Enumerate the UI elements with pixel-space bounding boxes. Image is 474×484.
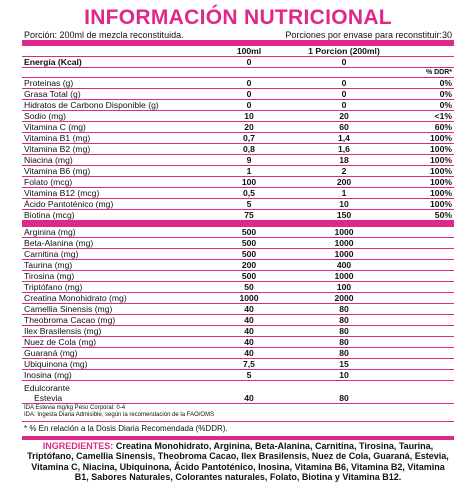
notes: [22, 404, 454, 422]
ingredients-label: INGREDIENTES:: [42, 441, 114, 451]
value-ddr: 100%: [394, 144, 454, 155]
servings-text: Porciones por envase para reconstituir:30: [285, 30, 452, 40]
table-row: [22, 78, 454, 89]
value-100ml: 0: [204, 78, 294, 89]
ddr-header-row: [22, 68, 454, 78]
nutrient-name: Folato (mcg): [22, 177, 204, 188]
value-portion: 1: [294, 188, 394, 199]
table-row: [22, 199, 454, 210]
table-row: [22, 348, 454, 359]
value-100ml: 5: [204, 370, 294, 381]
value-ddr: [394, 359, 454, 370]
nutrient-name: Vitamina B1 (mg): [22, 133, 204, 144]
value-100ml: 10: [204, 111, 294, 122]
value-ddr: 100%: [394, 177, 454, 188]
value-ddr: [394, 315, 454, 326]
table-row: [22, 238, 454, 249]
header-blank-2: [394, 46, 454, 57]
nutrient-name: Vitamina B2 (mg): [22, 144, 204, 155]
table-row: [22, 155, 454, 166]
table-row: [22, 249, 454, 260]
footnote: * % En relación a la Dosis Diaria Recomendada (%DDR).: [24, 424, 228, 433]
value-ddr: 60%: [394, 122, 454, 133]
nutrient-name: Grasa Total (g): [22, 89, 204, 100]
value-ddr: [394, 293, 454, 304]
value-portion: 18: [294, 155, 394, 166]
value-portion: 80: [294, 337, 394, 348]
value-ddr: [394, 337, 454, 348]
column-header-row: [22, 46, 454, 57]
value-ddr: [394, 271, 454, 282]
value-ddr: [394, 57, 454, 68]
table-row: [22, 370, 454, 381]
nutrient-name: Vitamina C (mg): [22, 122, 204, 133]
value-ddr: [394, 282, 454, 293]
value-portion: 80: [294, 315, 394, 326]
value-portion: 2: [294, 166, 394, 177]
value-portion: 80: [294, 348, 394, 359]
value-100ml: 500: [204, 227, 294, 238]
table-row: [22, 260, 454, 271]
value-ddr: [394, 238, 454, 249]
value-100ml: 9: [204, 155, 294, 166]
nutrient-name: Creatina Monohidrato (mg): [22, 293, 204, 304]
nutrition-table: [22, 46, 454, 404]
header-portion: 1 Porcion (200ml): [294, 46, 394, 57]
nutrient-name: Beta-Alanina (mg): [22, 238, 204, 249]
sweetener-label: Edulcorante: [24, 383, 70, 393]
nutrient-name: Carnitina (mg): [22, 249, 204, 260]
table-row: [22, 188, 454, 199]
value-ddr: 50%: [394, 210, 454, 221]
nutrient-name: Proteinas (g): [22, 78, 204, 89]
nutrient-name: Ilex Brasilensis (mg): [22, 326, 204, 337]
table-row: [22, 89, 454, 100]
table-row: [22, 337, 454, 348]
value-portion: 0: [294, 78, 394, 89]
value-portion: 1,4: [294, 133, 394, 144]
value-100ml: 200: [204, 260, 294, 271]
value-portion: 1000: [294, 227, 394, 238]
value-portion: 0: [294, 89, 394, 100]
value-100ml: 40: [204, 381, 294, 404]
nutrient-name: Hidratos de Carbono Disponible (g): [22, 100, 204, 111]
value-100ml: 40: [204, 304, 294, 315]
value-100ml: 0: [204, 57, 294, 68]
nutrient-name: Energía (Kcal): [22, 57, 204, 68]
value-ddr: [394, 381, 454, 404]
value-100ml: 1000: [204, 293, 294, 304]
value-100ml: 500: [204, 238, 294, 249]
nutrient-name: Taurina (mg): [22, 260, 204, 271]
value-ddr: 0%: [394, 89, 454, 100]
value-portion: 1000: [294, 249, 394, 260]
value-portion: 60: [294, 122, 394, 133]
value-portion: 10: [294, 370, 394, 381]
sweetener-sub-label: Estevia: [34, 393, 63, 403]
value-portion: 2000: [294, 293, 394, 304]
nutrient-name: Tirosina (mg): [22, 271, 204, 282]
value-ddr: [394, 348, 454, 359]
table-row: [22, 227, 454, 238]
nutrient-name: Ácido Pantoténico (mg): [22, 199, 204, 210]
value-100ml: 40: [204, 315, 294, 326]
ingredients-block: [22, 440, 454, 484]
value-portion: 1000: [294, 271, 394, 282]
value-100ml: 7,5: [204, 359, 294, 370]
nutrient-name: Niacina (mg): [22, 155, 204, 166]
nutrient-name: Arginina (mg): [22, 227, 204, 238]
nutrient-name: Nuez de Cola (mg): [22, 337, 204, 348]
value-portion: 80: [294, 381, 394, 404]
value-100ml: 40: [204, 348, 294, 359]
value-100ml: 500: [204, 271, 294, 282]
value-ddr: [394, 260, 454, 271]
value-portion: 80: [294, 326, 394, 337]
portion-text: Porción: 200ml de mezcla reconstituida.: [24, 30, 184, 40]
value-portion: 15: [294, 359, 394, 370]
nutrient-name: Ubiquinona (mg): [22, 359, 204, 370]
value-ddr: [394, 249, 454, 260]
value-100ml: 20: [204, 122, 294, 133]
value-ddr: 0%: [394, 100, 454, 111]
value-100ml: 50: [204, 282, 294, 293]
ida-note: IDA Estevia mg/kg Peso Corporal: 0-4: [24, 405, 126, 411]
value-portion: 100: [294, 282, 394, 293]
value-ddr: 100%: [394, 199, 454, 210]
table-row: [22, 359, 454, 370]
value-100ml: 100: [204, 177, 294, 188]
value-ddr: 100%: [394, 166, 454, 177]
value-100ml: 0,7: [204, 133, 294, 144]
value-100ml: 0: [204, 100, 294, 111]
table-row: [22, 57, 454, 68]
label-title: INFORMACIÓN NUTRICIONAL: [84, 6, 392, 29]
table-row: [22, 282, 454, 293]
value-portion: 20: [294, 111, 394, 122]
value-ddr: 100%: [394, 188, 454, 199]
value-portion: 10: [294, 199, 394, 210]
value-ddr: 0%: [394, 78, 454, 89]
serving-info: [22, 30, 454, 40]
sweetener-row: [22, 381, 454, 404]
value-portion: 400: [294, 260, 394, 271]
table-row: [22, 111, 454, 122]
header-100ml: 100ml: [204, 46, 294, 57]
value-100ml: 0: [204, 89, 294, 100]
value-ddr: [394, 304, 454, 315]
value-100ml: 75: [204, 210, 294, 221]
nutrient-name: Vitamina B6 (mg): [22, 166, 204, 177]
value-ddr: <1%: [394, 111, 454, 122]
value-100ml: 500: [204, 249, 294, 260]
value-100ml: 5: [204, 199, 294, 210]
header-blank: [22, 46, 204, 57]
nutrient-name: Theobroma Cacao (mg): [22, 315, 204, 326]
value-portion: 0: [294, 100, 394, 111]
value-100ml: 0,8: [204, 144, 294, 155]
nutrient-name: Inosina (mg): [22, 370, 204, 381]
nutrient-name: Triptófano (mg): [22, 282, 204, 293]
nutrient-name: Biotina (mcg): [22, 210, 204, 221]
nutrition-label: [22, 6, 454, 484]
table-row: [22, 166, 454, 177]
table-row: [22, 315, 454, 326]
table-row: [22, 293, 454, 304]
value-ddr: [394, 227, 454, 238]
value-portion: 150: [294, 210, 394, 221]
value-portion: 200: [294, 177, 394, 188]
table-row: [22, 133, 454, 144]
value-portion: 1,6: [294, 144, 394, 155]
value-100ml: 0,5: [204, 188, 294, 199]
header-ddr: % DDR*: [394, 68, 454, 78]
value-100ml: 1: [204, 166, 294, 177]
nutrient-name: Guaraná (mg): [22, 348, 204, 359]
table-row: [22, 144, 454, 155]
nutrient-name: Camellia Sinensis (mg): [22, 304, 204, 315]
table-row: [22, 271, 454, 282]
table-row: [22, 210, 454, 221]
value-100ml: 40: [204, 337, 294, 348]
ida-definition: IDA: Ingesta Diaria Admisible, según la recomendación de la FAO/OMS: [24, 412, 215, 418]
nutrient-name: Vitamina B12 (mcg): [22, 188, 204, 199]
table-row: [22, 122, 454, 133]
value-ddr: 100%: [394, 133, 454, 144]
table-row: [22, 304, 454, 315]
table-row: [22, 100, 454, 111]
table-row: [22, 177, 454, 188]
value-ddr: [394, 370, 454, 381]
table-row: [22, 326, 454, 337]
value-100ml: 40: [204, 326, 294, 337]
sweetener-name: [22, 381, 204, 404]
nutrient-name: Sodio (mg): [22, 111, 204, 122]
value-ddr: [394, 326, 454, 337]
value-portion: 0: [294, 57, 394, 68]
ingredients-text: Creatina Monohidrato, Arginina, Beta-Alanina, Carnitina, Tirosina, Taurina, Triptófano, Camellia Sinensis, Theobroma Cacao, Ilex Brasilensis, Nuez de Cola, Guaraná, Estevia, Vitamina C, Niacina, Ubiquinona, Ácido Pantoténico, Inosina, Vitamina B6, Vitamina B2, Vitamina B1, Sabores Naturales, Colorantes naturales, Folato, Biotina y Vitamina B12.: [27, 441, 449, 483]
value-ddr: 100%: [394, 155, 454, 166]
value-portion: 80: [294, 304, 394, 315]
value-portion: 1000: [294, 238, 394, 249]
